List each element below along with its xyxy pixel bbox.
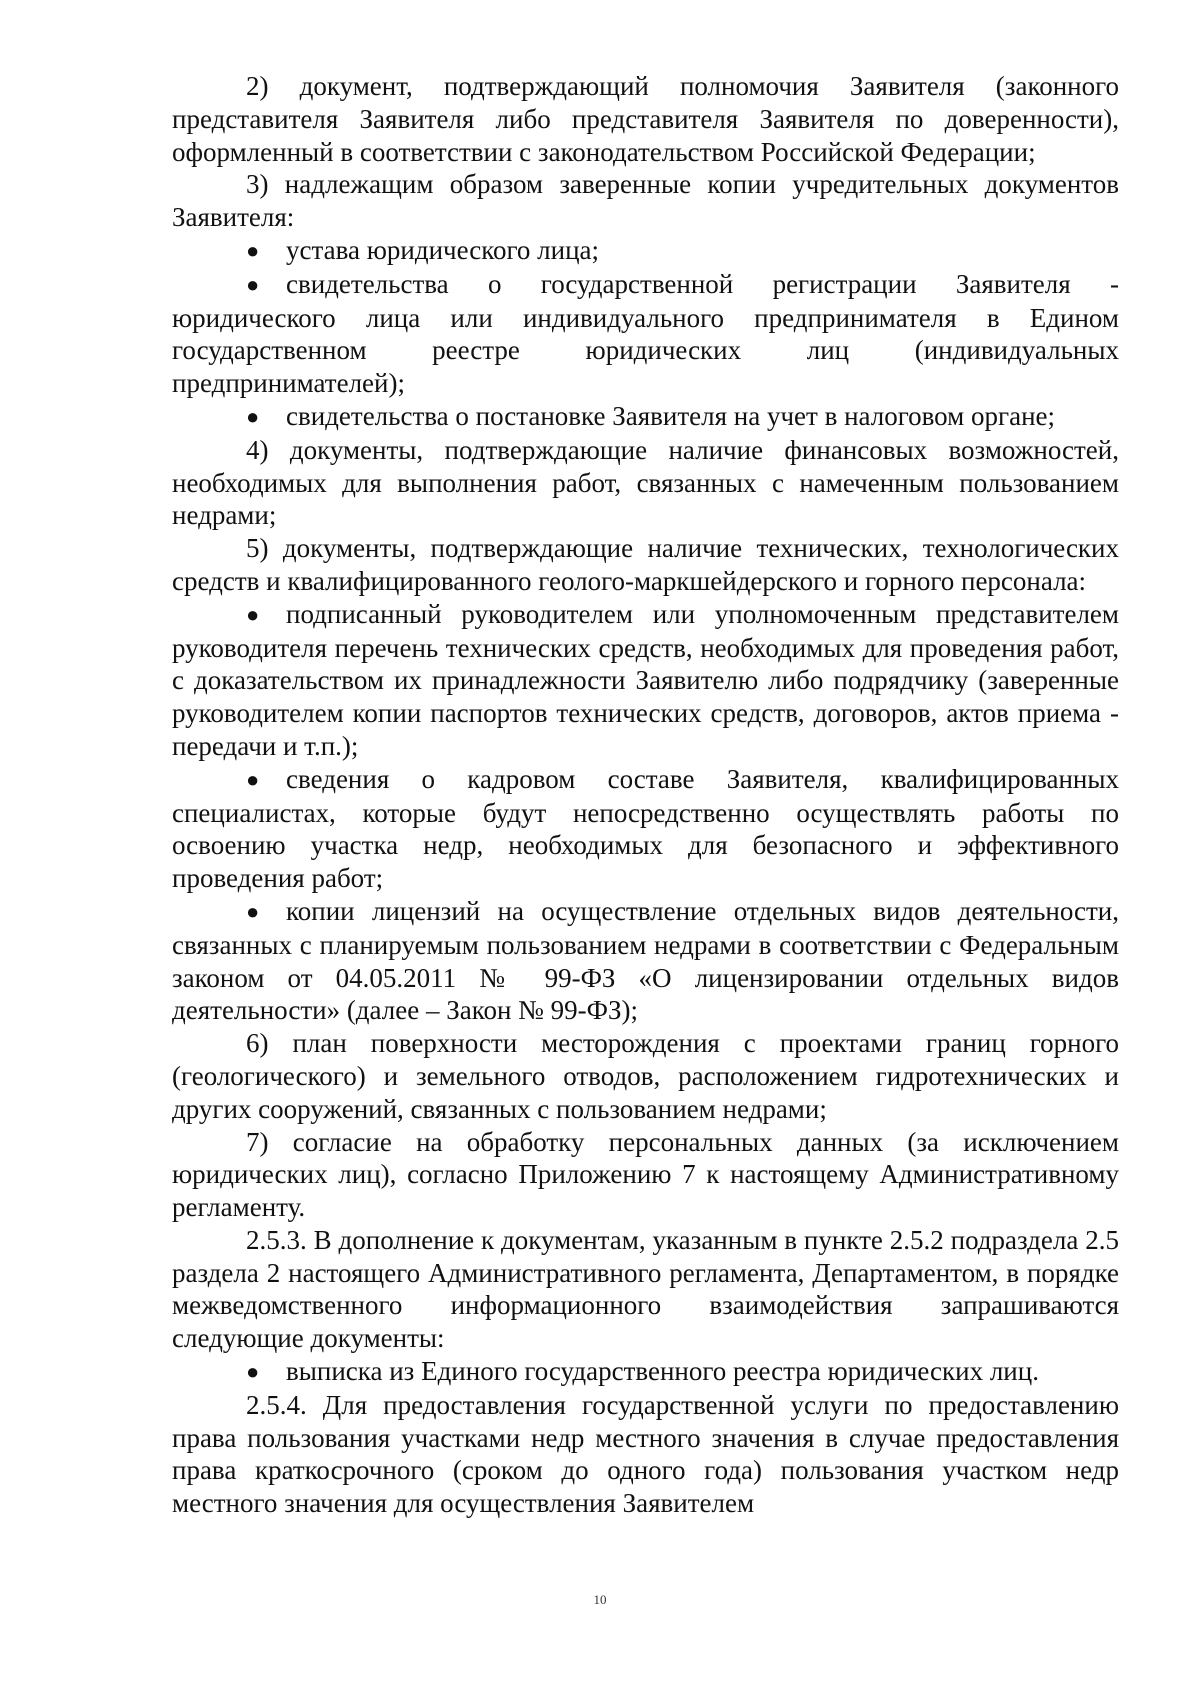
bullet-icon: ●	[246, 1359, 260, 1385]
bullet-text: устава юридического лица;	[286, 234, 600, 265]
bullet-icon: ●	[246, 601, 260, 627]
bullet-icon: ●	[246, 237, 260, 263]
paragraph-item-2: 2) документ, подтверждающий полномочия Заявителя (законного представителя Заявителя либо представителя Заявителя по доверенности), оформленный в соответствии с законодательством Российской Федерации;	[172, 71, 1119, 167]
paragraph-item-7: 7) согласие на обработку персональных данных (за исключением юридических лиц), согласно Приложению 7 к настоящему Административному регламенту.	[172, 1126, 1119, 1223]
bullet-text: выписка из Единого государственного реестра юридических лиц.	[286, 1356, 1039, 1387]
page-number: 10	[593, 1592, 607, 1607]
bullet-item	[172, 895, 1119, 1027]
bullet-item	[172, 400, 1119, 434]
bullet-text: подписанный руководителем или уполномоченным представителем руководителя перечень технических средств, необходимых для проведения работ, с доказательством их принадлежности Заявителю либо подрядчику (заверенные руководителем копии паспортов технических средств, договоров, актов приема - передачи и т.п.);	[172, 598, 1119, 761]
paragraph-2-5-4: 2.5.4. Для предоставления государственной услуги по предоставлению права пользования участками недр местного значения в случае предоставления права краткосрочного (сроком до одного года) пользования участком недр местного значения для осуществления Заявителем	[172, 1389, 1119, 1519]
bullet-text: свидетельства о государственной регистрации Заявителя - юридического лица или индивидуального предпринимателя в Едином государственном реестре юридических лиц (индивидуальных предпринимателей);	[172, 268, 1119, 399]
bullet-text: свидетельства о постановке Заявителя на учет в налоговом органе;	[286, 400, 1055, 431]
bullet-icon: ●	[246, 766, 260, 792]
bullet-item	[172, 268, 1119, 400]
bullet-icon: ●	[246, 271, 260, 297]
document-body	[172, 70, 1119, 1520]
bullet-text: копии лицензий на осуществление отдельных видов деятельности, связанных с планируемым пользованием недрами в соответствии с Федеральным законом от 04.05.2011 № 99-ФЗ «О лицензировании отдельных видов деятельности» (далее – Закон № 99-ФЗ);	[172, 895, 1119, 1026]
paragraph-item-3: 3) надлежащим образом заверенные копии учредительных документов Заявителя:	[172, 169, 1119, 233]
bullet-icon: ●	[246, 898, 260, 924]
bullet-icon: ●	[246, 403, 260, 429]
bullet-item	[172, 763, 1119, 895]
paragraph-item-4: 4) документы, подтверждающие наличие финансовых возможностей, необходимых для выполнения работ, связанных с намеченным пользованием недрами;	[172, 434, 1119, 531]
bullet-item	[172, 1355, 1119, 1389]
paragraph-item-5: 5) документы, подтверждающие наличие технических, технологических средств и квалифицированного геолого-маркшейдерского и горного персонала:	[172, 533, 1119, 596]
paragraph-item-6: 6) план поверхности месторождения с проектами границ горного (геологического) и земельного отводов, расположением гидротехнических и других сооружений, связанных с пользованием недрами;	[172, 1028, 1119, 1124]
paragraph-2-5-3: 2.5.3. В дополнение к документам, указанным в пункте 2.5.2 подраздела 2.5 раздела 2 настоящего Административного регламента, Департаментом, в порядке межведомственного информационного взаимодействия запрашиваются следующие документы:	[172, 1224, 1119, 1354]
bullet-item	[172, 234, 1119, 268]
bullet-text: сведения о кадровом составе Заявителя, квалифицированных специалистах, которые будут непосредственно осуществлять работы по освоению участка недр, необходимых для безопасного и эффективного проведения работ;	[172, 763, 1119, 894]
bullet-item	[172, 598, 1119, 763]
